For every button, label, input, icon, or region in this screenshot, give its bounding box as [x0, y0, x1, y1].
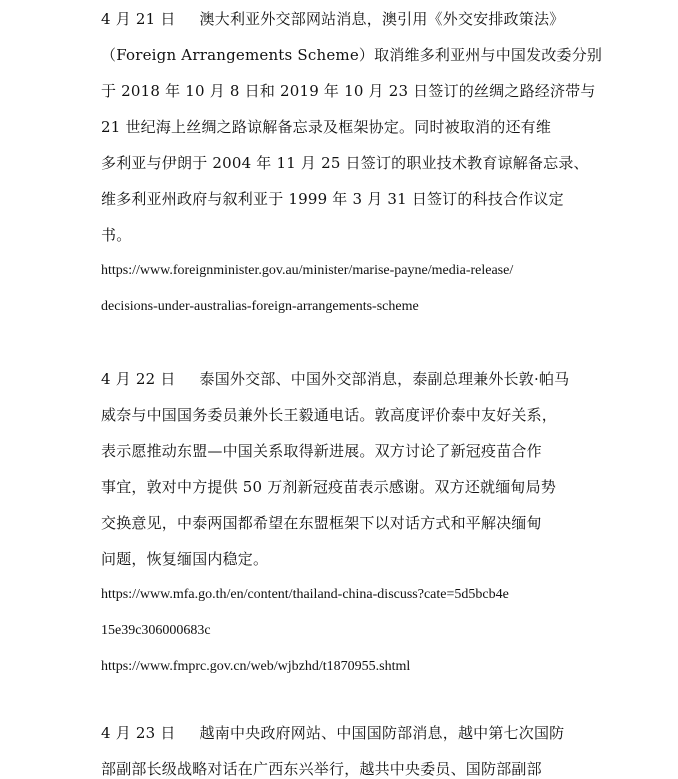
- source-url-line: https://www.foreignminister.gov.au/minister/marise-payne/media-release/: [101, 263, 514, 278]
- entry-text-line: 于 2018 年 10 月 8 日和 2019 年 10 月 23 日签订的丝绸之路经济带与: [101, 82, 596, 100]
- news-entry-0423: [101, 715, 661, 779]
- entry-text-line: 部副部长级战略对话在广西东兴举行，越共中央委员、国防部副部: [101, 760, 542, 778]
- entry-date: 4 月 22 日: [101, 370, 176, 388]
- entry-text-line: 书。: [101, 226, 132, 244]
- entry-text-line: 多利亚与伊朗于 2004 年 11 月 25 日签订的职业技术教育谅解备忘录、: [101, 154, 589, 172]
- entry-text-line: 越南中央政府网站、中国国防部消息，越中第七次国防: [199, 724, 565, 742]
- news-entry-0421: [101, 1, 661, 325]
- news-entry-0422: [101, 361, 661, 685]
- entry-first-line: [101, 715, 661, 751]
- entry-text-line: 事宜，敦对中方提供 50 万剂新冠疫苗表示感谢。双方还就缅甸局势: [101, 478, 557, 496]
- source-url-line: https://www.mfa.go.th/en/content/thailand-china-discuss?cate=5d5bcb4e: [101, 587, 509, 602]
- entry-first-line: [101, 1, 661, 37]
- entry-text-line: 21 世纪海上丝绸之路谅解备忘录及框架协定。同时被取消的还有维: [101, 118, 552, 136]
- source-url-line: decisions-under-australias-foreign-arrangements-scheme: [101, 299, 419, 314]
- entry-text-line: 问题，恢复缅国内稳定。: [101, 550, 269, 568]
- source-url-line: 15e39c306000683c: [101, 623, 211, 638]
- entry-text-line: 泰国外交部、中国外交部消息，泰副总理兼外长敦·帕马: [199, 370, 570, 388]
- entry-text-line: 澳大利亚外交部网站消息，澳引用《外交安排政策法》: [199, 10, 565, 28]
- entry-text-line: 威奈与中国国务委员兼外长王毅通电话。敦高度评价泰中友好关系，: [101, 406, 558, 424]
- source-url-line: https://www.fmprc.gov.cn/web/wjbzhd/t1870955.shtml: [101, 659, 411, 674]
- entry-text-line: （Foreign Arrangements Scheme）取消维多利亚州与中国发改委分别: [101, 46, 603, 64]
- entry-date: 4 月 21 日: [101, 10, 176, 28]
- entry-first-line: [101, 361, 661, 397]
- entry-text-line: 维多利亚州政府与叙利亚于 1999 年 3 月 31 日签订的科技合作议定: [101, 190, 564, 208]
- entry-text-line: 交换意见，中泰两国都希望在东盟框架下以对话方式和平解决缅甸: [101, 514, 542, 532]
- entry-text-line: 表示愿推动东盟—中国关系取得新进展。双方讨论了新冠疫苗合作: [101, 442, 542, 460]
- entry-date: 4 月 23 日: [101, 724, 176, 742]
